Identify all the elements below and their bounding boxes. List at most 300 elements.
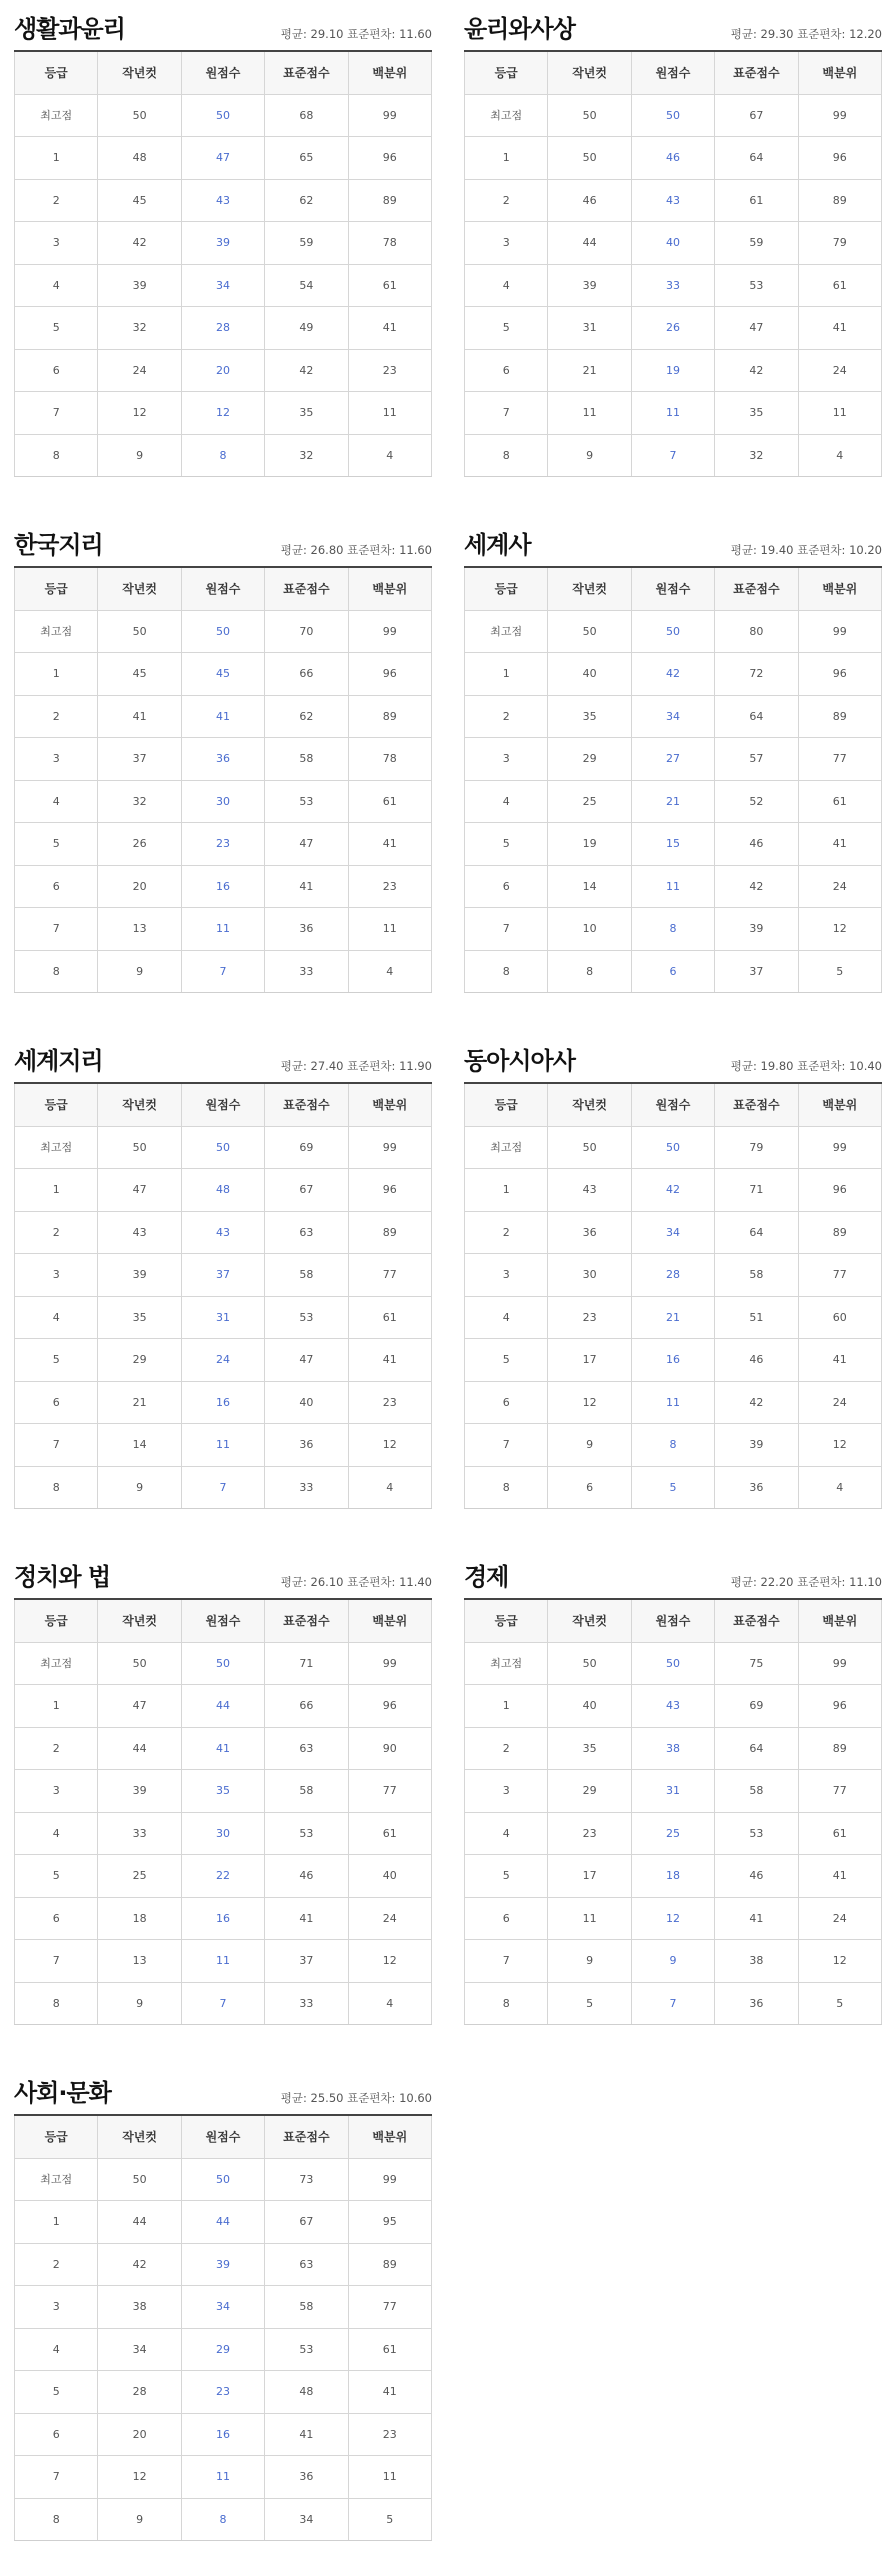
raw-score-cell: 34 [181, 264, 264, 307]
grade-cell: 6 [465, 1897, 548, 1940]
grade-cell: 최고점 [465, 610, 548, 653]
panel-header [14, 1548, 432, 1600]
column-header-last-year-cut: 작년컷 [548, 1084, 631, 1126]
grade-cell: 2 [15, 2243, 98, 2286]
percentile-cell: 61 [348, 1812, 431, 1855]
column-header-grade: 등급 [15, 1084, 98, 1126]
last-year-cut-cell: 50 [548, 610, 631, 653]
last-year-cut-cell: 50 [548, 1642, 631, 1685]
subject-title: 윤리와사상 [464, 15, 575, 43]
raw-score-cell: 41 [181, 1727, 264, 1770]
table-row [465, 1126, 882, 1169]
grade-cell: 2 [465, 695, 548, 738]
column-header-percentile: 백분위 [798, 568, 881, 610]
grade-cell: 4 [15, 1812, 98, 1855]
column-header-percentile: 백분위 [348, 52, 431, 94]
grade-cell: 7 [465, 1940, 548, 1983]
table-row [465, 1254, 882, 1297]
grade-cell: 8 [15, 1982, 98, 2025]
column-header-standard-score: 표준점수 [715, 52, 798, 94]
grade-cell: 6 [15, 1381, 98, 1424]
standard-score-cell: 37 [265, 1940, 348, 1983]
table-row [465, 865, 882, 908]
last-year-cut-cell: 40 [548, 1685, 631, 1728]
column-header-last-year-cut: 작년컷 [98, 2116, 181, 2158]
grade-cell: 5 [15, 2371, 98, 2414]
standard-score-cell: 41 [265, 1897, 348, 1940]
raw-score-cell: 43 [631, 179, 714, 222]
raw-score-cell: 24 [181, 1339, 264, 1382]
table-row [15, 1296, 432, 1339]
raw-score-cell: 37 [181, 1254, 264, 1297]
standard-score-cell: 63 [265, 1211, 348, 1254]
last-year-cut-cell: 44 [548, 222, 631, 265]
table-row [15, 1254, 432, 1297]
table-row [15, 1381, 432, 1424]
table-header-row [15, 1084, 432, 1126]
standard-score-cell: 36 [265, 2456, 348, 2499]
grade-cell: 4 [15, 2328, 98, 2371]
table-row [465, 1296, 882, 1339]
standard-score-cell: 58 [265, 2286, 348, 2329]
table-row [15, 1126, 432, 1169]
panel-header [14, 1032, 432, 1084]
standard-score-cell: 58 [265, 738, 348, 781]
raw-score-cell: 50 [181, 1642, 264, 1685]
last-year-cut-cell: 20 [98, 865, 181, 908]
raw-score-cell: 19 [631, 349, 714, 392]
column-header-raw-score: 원점수 [181, 2116, 264, 2158]
raw-score-cell: 45 [181, 653, 264, 696]
grade-cell: 3 [465, 738, 548, 781]
percentile-cell: 41 [798, 307, 881, 350]
percentile-cell: 95 [348, 2201, 431, 2244]
column-header-grade: 등급 [15, 1600, 98, 1642]
last-year-cut-cell: 29 [548, 738, 631, 781]
raw-score-cell: 30 [181, 1812, 264, 1855]
table-row [15, 1982, 432, 2025]
percentile-cell: 41 [348, 307, 431, 350]
last-year-cut-cell: 48 [98, 137, 181, 180]
last-year-cut-cell: 20 [98, 2413, 181, 2456]
last-year-cut-cell: 9 [98, 950, 181, 993]
grade-cell: 최고점 [15, 2158, 98, 2201]
standard-score-cell: 47 [715, 307, 798, 350]
raw-score-cell: 16 [181, 865, 264, 908]
last-year-cut-cell: 29 [98, 1339, 181, 1382]
last-year-cut-cell: 42 [98, 222, 181, 265]
standard-score-cell: 48 [265, 2371, 348, 2414]
percentile-cell: 41 [798, 1855, 881, 1898]
table-header-row [465, 1084, 882, 1126]
grade-cell: 1 [465, 1685, 548, 1728]
raw-score-cell: 16 [181, 2413, 264, 2456]
percentile-cell: 61 [348, 264, 431, 307]
grade-cell: 6 [465, 349, 548, 392]
raw-score-cell: 18 [631, 1855, 714, 1898]
table-row [15, 1940, 432, 1983]
table-row [465, 1727, 882, 1770]
table-row [465, 1466, 882, 1509]
grade-cell: 3 [465, 1770, 548, 1813]
raw-score-cell: 20 [181, 349, 264, 392]
subject-panel-politics-and-law [14, 1548, 432, 2025]
table-row [465, 780, 882, 823]
column-header-raw-score: 원점수 [631, 568, 714, 610]
standard-score-cell: 33 [265, 1466, 348, 1509]
percentile-cell: 4 [348, 950, 431, 993]
grade-cell: 1 [15, 137, 98, 180]
table-header-row [465, 1600, 882, 1642]
score-table [464, 1600, 882, 2025]
table-row [465, 1381, 882, 1424]
raw-score-cell: 39 [181, 222, 264, 265]
standard-score-cell: 36 [715, 1982, 798, 2025]
table-row [15, 2456, 432, 2499]
standard-score-cell: 63 [265, 1727, 348, 1770]
raw-score-cell: 6 [631, 950, 714, 993]
last-year-cut-cell: 9 [98, 2498, 181, 2541]
percentile-cell: 5 [798, 1982, 881, 2025]
standard-score-cell: 39 [715, 1424, 798, 1467]
table-row [15, 1211, 432, 1254]
table-row [465, 179, 882, 222]
standard-score-cell: 42 [715, 349, 798, 392]
table-row [15, 865, 432, 908]
standard-score-cell: 36 [715, 1466, 798, 1509]
last-year-cut-cell: 36 [548, 1211, 631, 1254]
grade-cell: 8 [15, 434, 98, 477]
subject-stats: 평균: 19.40 표준편차: 10.20 [730, 543, 882, 557]
grade-cell: 7 [465, 908, 548, 951]
standard-score-cell: 53 [265, 1812, 348, 1855]
table-row [465, 94, 882, 137]
table-row [15, 2158, 432, 2201]
table-row [465, 1982, 882, 2025]
raw-score-cell: 11 [181, 2456, 264, 2499]
last-year-cut-cell: 13 [98, 908, 181, 951]
last-year-cut-cell: 17 [548, 1855, 631, 1898]
grade-cell: 7 [15, 1424, 98, 1467]
table-row [15, 94, 432, 137]
column-header-percentile: 백분위 [348, 1600, 431, 1642]
last-year-cut-cell: 9 [98, 434, 181, 477]
column-header-grade: 등급 [15, 52, 98, 94]
raw-score-cell: 36 [181, 738, 264, 781]
raw-score-cell: 7 [181, 950, 264, 993]
raw-score-cell: 31 [631, 1770, 714, 1813]
raw-score-cell: 50 [181, 94, 264, 137]
raw-score-cell: 34 [631, 1211, 714, 1254]
score-table [14, 1084, 432, 1509]
standard-score-cell: 49 [265, 307, 348, 350]
subject-panel-east-asian-history [464, 1032, 882, 1509]
standard-score-cell: 53 [265, 2328, 348, 2371]
standard-score-cell: 64 [715, 137, 798, 180]
grade-cell: 2 [15, 1211, 98, 1254]
last-year-cut-cell: 47 [98, 1685, 181, 1728]
last-year-cut-cell: 8 [548, 950, 631, 993]
percentile-cell: 4 [798, 1466, 881, 1509]
standard-score-cell: 37 [715, 950, 798, 993]
grade-cell: 6 [465, 1381, 548, 1424]
last-year-cut-cell: 12 [548, 1381, 631, 1424]
table-row [15, 653, 432, 696]
grade-cell: 4 [15, 780, 98, 823]
table-row [465, 137, 882, 180]
grade-cell: 4 [15, 264, 98, 307]
standard-score-cell: 53 [265, 1296, 348, 1339]
raw-score-cell: 50 [631, 94, 714, 137]
table-row [465, 1642, 882, 1685]
standard-score-cell: 73 [265, 2158, 348, 2201]
percentile-cell: 11 [348, 908, 431, 951]
last-year-cut-cell: 9 [548, 434, 631, 477]
subject-stats: 평균: 26.80 표준편차: 11.60 [280, 543, 432, 557]
grade-cell: 5 [465, 1339, 548, 1382]
grade-cell: 2 [465, 1211, 548, 1254]
standard-score-cell: 33 [265, 950, 348, 993]
percentile-cell: 96 [798, 137, 881, 180]
percentile-cell: 77 [348, 1254, 431, 1297]
table-row [15, 2413, 432, 2456]
grade-cell: 4 [465, 264, 548, 307]
grade-cell: 5 [15, 307, 98, 350]
grade-cell: 1 [15, 653, 98, 696]
panel-header [464, 516, 882, 568]
raw-score-cell: 40 [631, 222, 714, 265]
standard-score-cell: 34 [265, 2498, 348, 2541]
percentile-cell: 96 [798, 1685, 881, 1728]
raw-score-cell: 8 [181, 2498, 264, 2541]
grade-cell: 6 [15, 2413, 98, 2456]
raw-score-cell: 43 [181, 1211, 264, 1254]
table-row [465, 738, 882, 781]
grade-cell: 8 [465, 1466, 548, 1509]
last-year-cut-cell: 50 [98, 1642, 181, 1685]
percentile-cell: 61 [348, 780, 431, 823]
standard-score-cell: 80 [715, 610, 798, 653]
grade-cell: 3 [15, 1254, 98, 1297]
percentile-cell: 23 [348, 1381, 431, 1424]
table-row [465, 1339, 882, 1382]
subject-panel-ethics-and-thought [464, 0, 882, 477]
table-row [15, 1770, 432, 1813]
column-header-percentile: 백분위 [348, 1084, 431, 1126]
table-row [465, 823, 882, 866]
raw-score-cell: 35 [181, 1770, 264, 1813]
last-year-cut-cell: 39 [98, 264, 181, 307]
grade-cell: 8 [15, 2498, 98, 2541]
raw-score-cell: 11 [181, 1940, 264, 1983]
standard-score-cell: 35 [265, 392, 348, 435]
column-header-raw-score: 원점수 [631, 1084, 714, 1126]
score-table [14, 1600, 432, 2025]
raw-score-cell: 21 [631, 780, 714, 823]
raw-score-cell: 16 [181, 1897, 264, 1940]
percentile-cell: 24 [348, 1897, 431, 1940]
grade-cell: 5 [15, 1339, 98, 1382]
grade-cell: 최고점 [15, 610, 98, 653]
column-header-last-year-cut: 작년컷 [548, 52, 631, 94]
standard-score-cell: 38 [715, 1940, 798, 1983]
table-row [15, 695, 432, 738]
percentile-cell: 5 [348, 2498, 431, 2541]
column-header-last-year-cut: 작년컷 [548, 568, 631, 610]
percentile-cell: 89 [348, 1211, 431, 1254]
last-year-cut-cell: 42 [98, 2243, 181, 2286]
grade-cell: 2 [15, 695, 98, 738]
table-row [465, 1770, 882, 1813]
table-row [15, 1642, 432, 1685]
column-header-standard-score: 표준점수 [715, 568, 798, 610]
grade-cell: 5 [15, 823, 98, 866]
table-header-row [15, 52, 432, 94]
last-year-cut-cell: 38 [98, 2286, 181, 2329]
grade-cell: 3 [15, 2286, 98, 2329]
last-year-cut-cell: 35 [548, 695, 631, 738]
last-year-cut-cell: 26 [98, 823, 181, 866]
column-header-last-year-cut: 작년컷 [98, 52, 181, 94]
standard-score-cell: 62 [265, 179, 348, 222]
last-year-cut-cell: 17 [548, 1339, 631, 1382]
table-row [465, 653, 882, 696]
percentile-cell: 77 [798, 738, 881, 781]
standard-score-cell: 71 [265, 1642, 348, 1685]
grade-cell: 7 [15, 908, 98, 951]
percentile-cell: 89 [798, 1211, 881, 1254]
grade-cell: 7 [15, 1940, 98, 1983]
panel-header [464, 0, 882, 52]
column-header-percentile: 백분위 [798, 1084, 881, 1126]
column-header-raw-score: 원점수 [631, 1600, 714, 1642]
standard-score-cell: 54 [265, 264, 348, 307]
last-year-cut-cell: 29 [548, 1770, 631, 1813]
last-year-cut-cell: 50 [548, 137, 631, 180]
percentile-cell: 12 [798, 1424, 881, 1467]
table-row [15, 780, 432, 823]
column-header-standard-score: 표준점수 [265, 1600, 348, 1642]
grade-cell: 3 [15, 222, 98, 265]
percentile-cell: 61 [348, 2328, 431, 2371]
subject-panel-economics [464, 1548, 882, 2025]
last-year-cut-cell: 10 [548, 908, 631, 951]
percentile-cell: 61 [798, 1812, 881, 1855]
grade-cell: 3 [465, 222, 548, 265]
standard-score-cell: 53 [265, 780, 348, 823]
raw-score-cell: 38 [631, 1727, 714, 1770]
column-header-standard-score: 표준점수 [265, 568, 348, 610]
standard-score-cell: 40 [265, 1381, 348, 1424]
percentile-cell: 77 [348, 1770, 431, 1813]
percentile-cell: 78 [348, 222, 431, 265]
column-header-percentile: 백분위 [798, 1600, 881, 1642]
grade-cell: 최고점 [465, 1126, 548, 1169]
column-header-raw-score: 원점수 [181, 52, 264, 94]
percentile-cell: 77 [798, 1770, 881, 1813]
table-row [465, 1897, 882, 1940]
percentile-cell: 4 [348, 1982, 431, 2025]
grade-cell: 6 [15, 349, 98, 392]
grade-cell: 1 [15, 1169, 98, 1212]
last-year-cut-cell: 18 [98, 1897, 181, 1940]
column-header-grade: 등급 [465, 1084, 548, 1126]
last-year-cut-cell: 14 [98, 1424, 181, 1467]
panel-header [464, 1548, 882, 1600]
raw-score-cell: 7 [631, 1982, 714, 2025]
raw-score-cell: 44 [181, 2201, 264, 2244]
standard-score-cell: 36 [265, 908, 348, 951]
standard-score-cell: 47 [265, 823, 348, 866]
raw-score-cell: 21 [631, 1296, 714, 1339]
table-row [15, 349, 432, 392]
column-header-standard-score: 표준점수 [715, 1084, 798, 1126]
score-table [464, 1084, 882, 1509]
last-year-cut-cell: 35 [98, 1296, 181, 1339]
last-year-cut-cell: 45 [98, 179, 181, 222]
subject-panel-world-geography [14, 1032, 432, 1509]
raw-score-cell: 8 [181, 434, 264, 477]
last-year-cut-cell: 11 [548, 1897, 631, 1940]
table-row [465, 1169, 882, 1212]
percentile-cell: 60 [798, 1296, 881, 1339]
grade-cell: 8 [465, 950, 548, 993]
table-header-row [465, 568, 882, 610]
table-row [465, 950, 882, 993]
raw-score-cell: 11 [181, 1424, 264, 1467]
percentile-cell: 24 [798, 1381, 881, 1424]
standard-score-cell: 42 [715, 865, 798, 908]
raw-score-cell: 31 [181, 1296, 264, 1339]
standard-score-cell: 65 [265, 137, 348, 180]
grade-cell: 최고점 [465, 1642, 548, 1685]
column-header-grade: 등급 [465, 568, 548, 610]
raw-score-cell: 8 [631, 1424, 714, 1467]
table-row [15, 307, 432, 350]
standard-score-cell: 63 [265, 2243, 348, 2286]
grade-cell: 8 [15, 950, 98, 993]
table-row [465, 349, 882, 392]
table-row [15, 1727, 432, 1770]
table-row [465, 1424, 882, 1467]
raw-score-cell: 12 [631, 1897, 714, 1940]
raw-score-cell: 27 [631, 738, 714, 781]
last-year-cut-cell: 41 [98, 695, 181, 738]
percentile-cell: 40 [348, 1855, 431, 1898]
table-row [15, 2328, 432, 2371]
standard-score-cell: 61 [715, 179, 798, 222]
percentile-cell: 11 [348, 392, 431, 435]
last-year-cut-cell: 37 [98, 738, 181, 781]
column-header-percentile: 백분위 [348, 2116, 431, 2158]
grade-cell: 4 [465, 1296, 548, 1339]
subject-panel-world-history [464, 516, 882, 993]
raw-score-cell: 15 [631, 823, 714, 866]
subject-title: 세계사 [464, 531, 531, 559]
score-table [14, 52, 432, 477]
column-header-raw-score: 원점수 [181, 1600, 264, 1642]
raw-score-cell: 16 [181, 1381, 264, 1424]
percentile-cell: 23 [348, 865, 431, 908]
last-year-cut-cell: 39 [98, 1254, 181, 1297]
last-year-cut-cell: 44 [98, 1727, 181, 1770]
column-header-percentile: 백분위 [798, 52, 881, 94]
table-row [15, 179, 432, 222]
last-year-cut-cell: 32 [98, 307, 181, 350]
subject-title: 정치와 법 [14, 1563, 111, 1591]
last-year-cut-cell: 50 [98, 2158, 181, 2201]
standard-score-cell: 42 [715, 1381, 798, 1424]
